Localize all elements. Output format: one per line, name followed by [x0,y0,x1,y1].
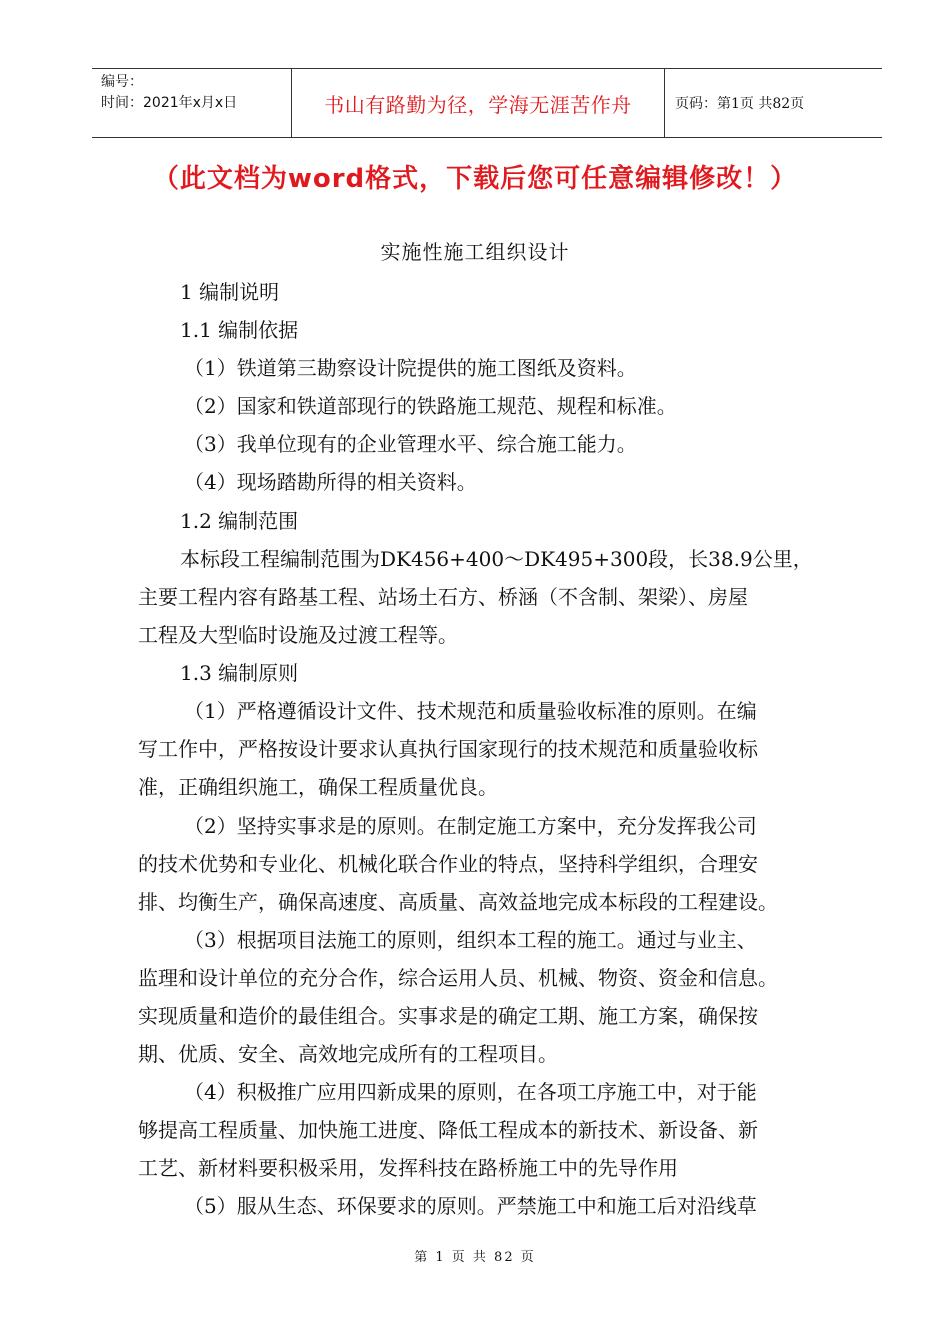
paragraph-line: 准，正确组织施工，确保工程质量优良。 [138,775,498,799]
paragraph-line: 写工作中，严格按设计要求认真执行国家现行的技术规范和质量验收标 [138,737,758,761]
list-item: （4）现场踏勘所得的相关资料。 [184,470,477,494]
document-title: 实施性施工组织设计 [380,240,570,264]
paragraph-line: 工艺、新材料要积极采用，发挥科技在路桥施工中的先导作用 [138,1156,678,1180]
paragraph-line: 期、优质、安全、高效地完成所有的工程项目。 [138,1042,558,1066]
paragraph-line: 主要工程内容有路基工程、站场土石方、桥涵（不含制、架梁）、房屋 [138,585,748,609]
paragraph-line: （3）根据项目法施工的原则，组织本工程的施工。通过与业主、 [184,928,757,952]
list-item: （1）铁道第三勘察设计院提供的施工图纸及资料。 [184,356,637,380]
heading-1: 1 编制说明 [180,280,280,304]
page-footer: 第 1 页 共 82 页 [414,1250,536,1265]
heading-1-2: 1.2 编制范围 [180,509,299,533]
header-table [92,68,882,138]
paragraph-line: 的技术优势和专业化、机械化联合作业的特点，坚持科学组织，合理安 [138,852,758,876]
header-motto: 书山有路勤为径，学海无涯苦作舟 [292,69,665,137]
paragraph-line: 实现质量和造价的最佳组合。实事求是的确定工期、施工方案，确保按 [138,1004,758,1028]
list-item: （3）我单位现有的企业管理水平、综合施工能力。 [184,432,637,456]
paragraph-line: 够提高工程质量、加快施工进度、降低工程成本的新技术、新设备、新 [138,1118,758,1142]
format-notice-banner: （此文档为word格式，下载后您可任意编辑修改！） [152,164,798,194]
heading-1-3: 1.3 编制原则 [180,661,299,685]
paragraph-line: 工程及大型临时设施及过渡工程等。 [138,623,458,647]
header-page-code: 页码：第1页 共82页 [675,96,805,112]
paragraph-line: 本标段工程编制范围为DK456+400～DK495+300段，长38.9公里， [180,547,813,571]
paragraph-line: 排、均衡生产，确保高速度、高质量、高效益地完成本标段的工程建设。 [138,890,778,914]
paragraph-line: （5）服从生态、环保要求的原则。严禁施工中和施工后对沿线草 [184,1194,757,1218]
heading-1-1: 1.1 编制依据 [180,318,299,342]
paragraph-line: 监理和设计单位的充分合作，综合运用人员、机械、物资、资金和信息。 [138,966,778,990]
paragraph-line: （2）坚持实事求是的原则。在制定施工方案中，充分发挥我公司 [184,814,757,838]
paragraph-line: （1）严格遵循设计文件、技术规范和质量验收标准的原则。在编 [184,699,757,723]
meta-time: 时间：2021年x月x日 [101,95,238,111]
header-meta [92,69,292,137]
meta-number: 编号： [101,74,143,90]
paragraph-line: （4）积极推广应用四新成果的原则，在各项工序施工中，对于能 [184,1080,757,1104]
list-item: （2）国家和铁道部现行的铁路施工规范、规程和标准。 [184,394,677,418]
